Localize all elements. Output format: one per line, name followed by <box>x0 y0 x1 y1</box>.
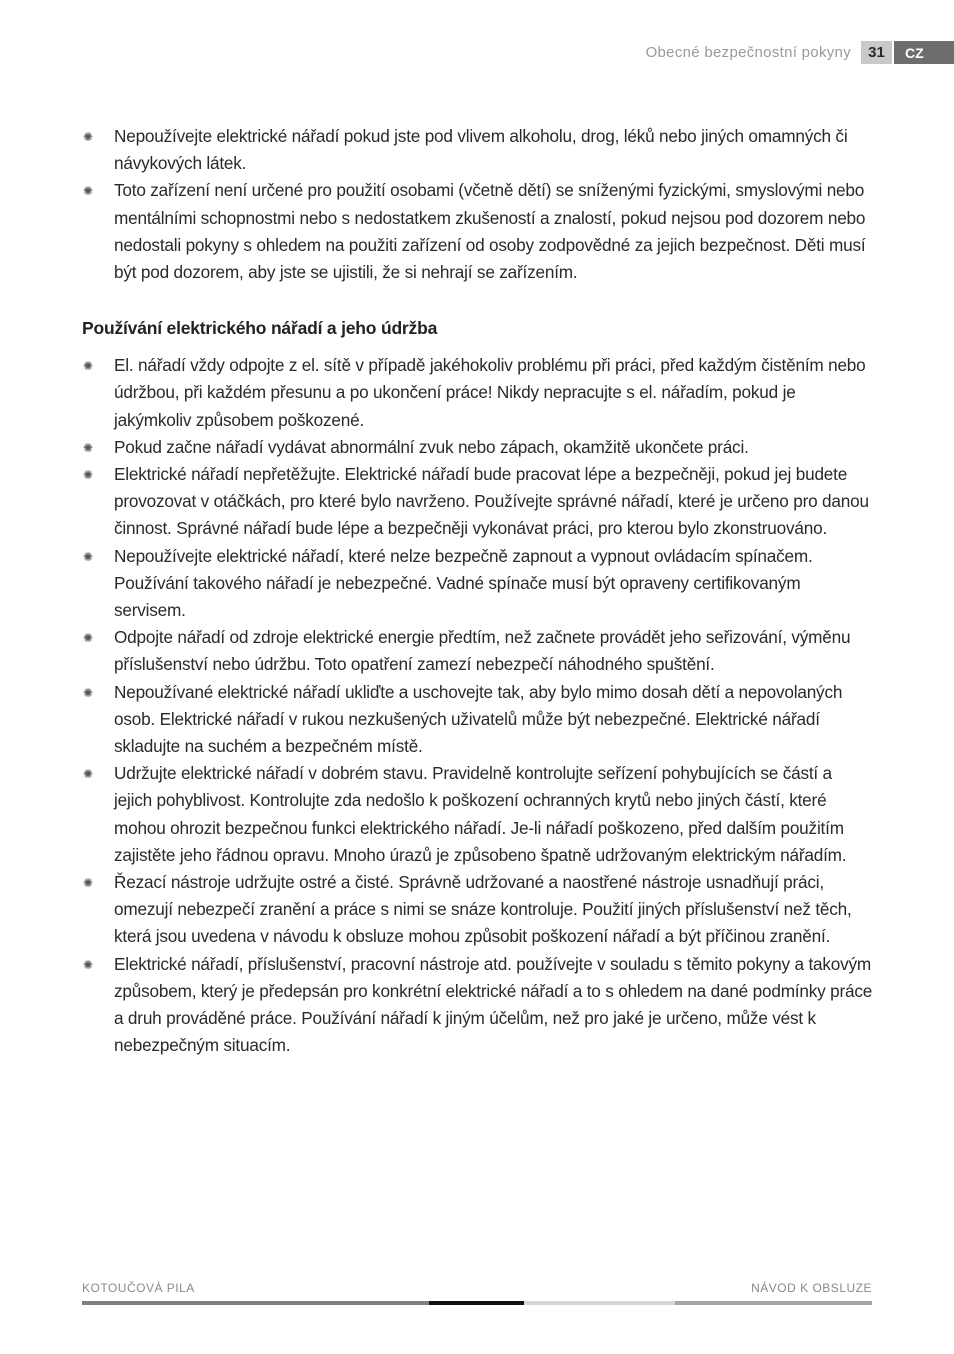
language-badge: CZ <box>894 41 954 64</box>
footer-divider-segment <box>675 1301 872 1305</box>
list-item-text: Řezací nástroje udržujte ostré a čisté. Správně udržované a naostřené nástroje usnadňují práci, omezují nebezpečí zranění a práce s nimi se snáze kontroluje. Použití jiných příslušenství než těch, která jsou uvedena v návodu k obsluze mohou způsobit poškození nářadí a být příčinou zranění. <box>114 872 852 947</box>
bullet-icon: ✺ <box>83 957 93 972</box>
footer-product-name: KOTOUČOVÁ PILA <box>82 1281 195 1295</box>
footer-divider-segment <box>82 1301 429 1305</box>
list-item <box>82 177 874 286</box>
list-item-text: Nepoužívejte elektrické nářadí, které nelze bezpečně zapnout a vypnout ovládacím spínačem. Používání takového nářadí je nebezpečné. Vadné spínače musí být opraveny certifikovaným servisem. <box>114 545 813 621</box>
footer-manual-label: NÁVOD K OBSLUZE <box>751 1281 872 1295</box>
bullet-icon: ✺ <box>83 184 93 199</box>
footer-divider <box>82 1301 872 1305</box>
list-item-text: Elektrické nářadí nepřetěžujte. Elektrické nářadí bude pracovat lépe a bezpečněji, pokud jej budete provozovat v otáčkách, pro které bylo navrženo. Používejte správné nářadí, které je určeno pro danou činnost. Správné nářadí bude lépe a bezpečněji vykonávat práci, pro kterou bylo zkonstruováno. <box>114 464 869 539</box>
list-item <box>82 434 874 461</box>
bullet-icon: ✺ <box>83 440 93 455</box>
bullet-icon: ✺ <box>83 359 93 374</box>
list-item <box>82 123 874 177</box>
list-item <box>82 624 874 678</box>
list-item-text: Toto zařízení není určené pro použití osobami (včetně dětí) se sníženými fyzickými, smyslovými nebo mentálními schopnostmi nebo s nedostatkem zkušeností a znalostí, pokud nejsou pod dozorem nebo nedostali pokyny s ohledem na použiti zařízení od osoby zodpovědné za jejich bezpečnost. Děti musí být pod dozorem, aby jste se ujistili, že si nehrají se zařízením. <box>114 180 866 283</box>
list-item <box>82 951 874 1060</box>
bullet-icon: ✺ <box>83 549 93 564</box>
list-item <box>82 461 874 543</box>
bullet-icon: ✺ <box>83 767 93 782</box>
footer-divider-segment <box>524 1301 675 1305</box>
page-header <box>646 41 954 64</box>
list-item-text: Pokud začne nářadí vydávat abnormální zvuk nebo zápach, okamžitě ukončete práci. <box>114 436 749 457</box>
list-item <box>82 869 874 951</box>
page-content <box>82 123 874 1060</box>
bullet-icon: ✺ <box>83 468 93 483</box>
list-item-text: Nepoužívané elektrické nářadí ukliďte a uschovejte tak, aby bylo mimo dosah dětí a nepovolaných osob. Elektrické nářadí v rukou nezkušených uživatelů může být nebezpečné. Elektrické nářadí skladujte na suchém a bezpečném místě. <box>114 681 843 757</box>
bullet-list-section <box>82 352 874 1059</box>
list-item-text: Elektrické nářadí, příslušenství, pracovní nástroje atd. používejte v souladu s těmito pokyny a takovým způsobem, který je předepsán pro konkrétní elektrické nářadí a to s ohledem na dané podmínky práce a druh prováděné práce. Používání nářadí k jiným účelům, než pro jaké je určeno, může vést k nebezpečným situacím. <box>114 953 873 1056</box>
list-item <box>82 543 874 625</box>
bullet-icon: ✺ <box>83 130 93 144</box>
header-title: Obecné bezpečnostní pokyny <box>645 44 851 61</box>
section-heading: Používání elektrického nářadí a jeho údržba <box>82 318 438 339</box>
list-item <box>82 352 874 434</box>
bullet-list-top <box>82 123 874 286</box>
bullet-icon: ✺ <box>83 876 93 891</box>
list-item-text: El. nářadí vždy odpojte z el. sítě v případě jakéhokoliv problému při práci, před každým čistěním nebo údržbou, při každém přesunu a po ukončení práce! Nikdy nepracujte s el. nářadím, pokud je jakýmkoliv způsobem poškozené. <box>114 355 866 430</box>
list-item-text: Odpojte nářadí od zdroje elektrické energie předtím, než začnete provádět jeho seřizování, výměnu příslušenství nebo údržbu. Toto opatření zamezí nebezpečí náhodného spuštění. <box>114 627 851 675</box>
list-item <box>82 760 874 869</box>
page-number: 31 <box>861 41 892 64</box>
bullet-icon: ✺ <box>83 631 93 646</box>
bullet-icon: ✺ <box>83 685 93 700</box>
list-item <box>82 679 874 761</box>
list-item-text: Udržujte elektrické nářadí v dobrém stavu. Pravidelně kontrolujte seřízení pohybujících se částí a jejich pohyblivost. Kontrolujte zda nedošlo k poškození ochranných krytů nebo jiných částí, které mohou ohrozit bezpečnou funkci elektrického nářadí. Je-li nářadí poškozeno, před dalším použitím zajistěte jeho řádnou opravu. Mnoho úrazů je způsobeno špatně udržovaným elektrickým nářadím. <box>114 763 847 865</box>
list-item-text: Nepoužívejte elektrické nářadí pokud jste pod vlivem alkoholu, drog, léků nebo jiných omamných či návykových látek. <box>114 126 848 174</box>
footer-divider-segment <box>429 1301 524 1305</box>
